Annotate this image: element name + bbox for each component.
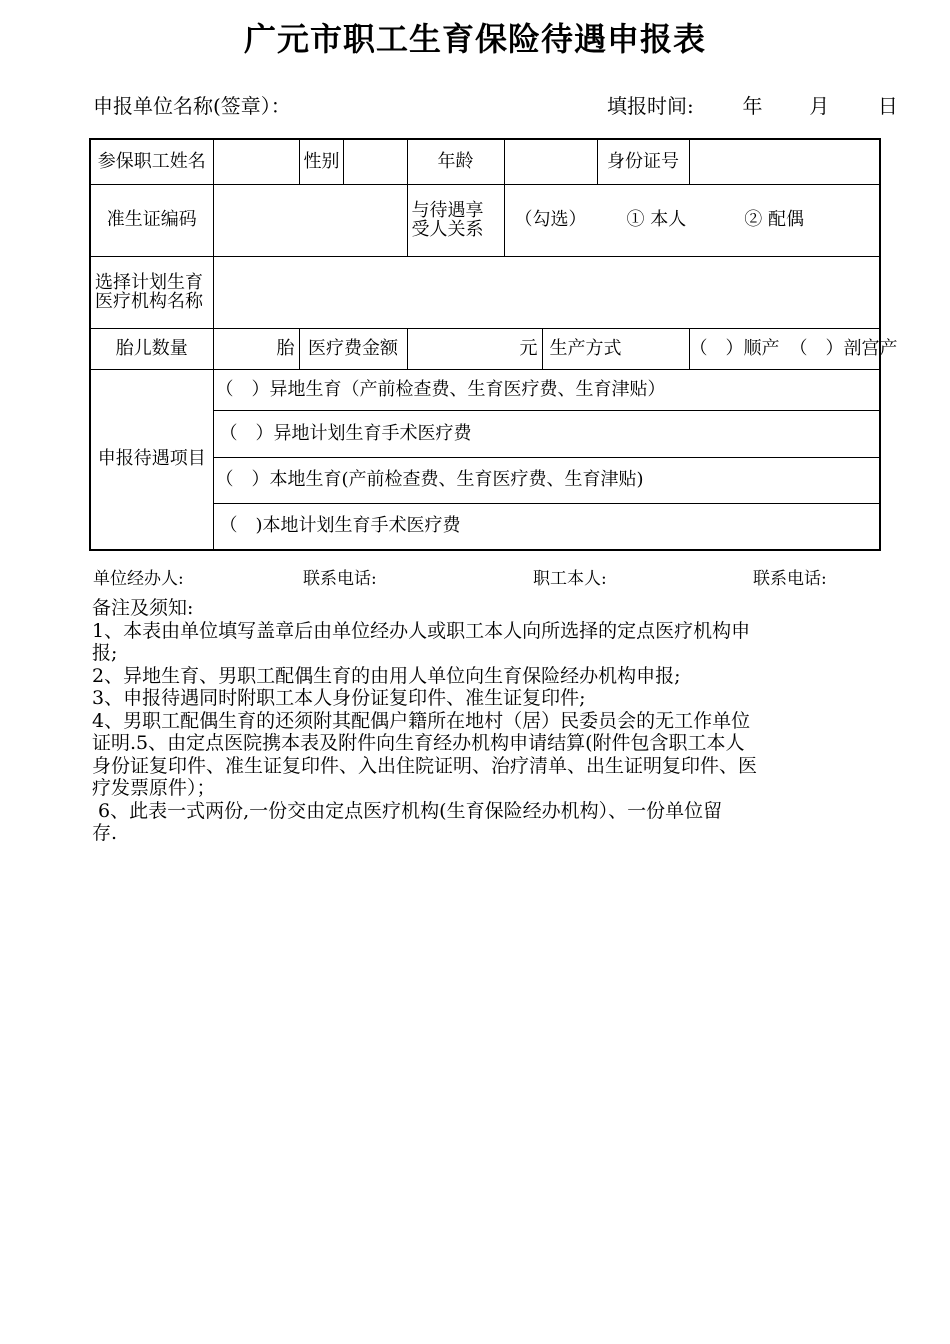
- birth-permit-field[interactable]: [213, 184, 407, 256]
- fetus-count-label: 胎儿数量: [90, 328, 213, 369]
- hospital-label: [90, 256, 213, 328]
- notes-heading: 备注及须知:: [92, 597, 194, 619]
- note-line: 4、男职工配偶生育的还须附其配偶户籍所在地村（居）民委员会的无工作单位: [92, 709, 751, 732]
- claim-items-label: 申报待遇项目: [90, 369, 213, 550]
- relation-options: [504, 184, 880, 256]
- id-number-label: 身份证号: [597, 139, 689, 184]
- note-line: 身份证复印件、准生证复印件、入出住院证明、治疗清单、出生证明复印件、医: [92, 754, 758, 777]
- page-title: 广元市职工生育保险待遇申报表: [243, 20, 706, 58]
- month-label: 月: [809, 94, 830, 118]
- relation-label-line1: 与待遇享: [411, 200, 484, 221]
- medical-fee-label: 医疗费金额: [299, 328, 407, 369]
- relation-label-line2: 受人关系: [411, 219, 484, 240]
- employee-name-field[interactable]: [213, 139, 299, 184]
- fill-date-label: 填报时间:: [607, 94, 694, 118]
- note-line: 疗发票原件）；: [92, 777, 216, 799]
- hospital-label-line2: 医疗机构名称: [95, 291, 203, 312]
- unit-name-label: 申报单位名称(签章）：: [93, 94, 291, 118]
- claim-item-local-family-planning[interactable]: （ )本地计划生育手术医疗费: [213, 503, 880, 550]
- fetus-count-field[interactable]: [213, 328, 299, 369]
- day-label: 日: [877, 94, 898, 118]
- relation-self-option[interactable]: ① 本人: [626, 209, 687, 230]
- unit-handler-label: 单位经办人:: [93, 569, 184, 589]
- medical-fee-field[interactable]: [407, 328, 542, 369]
- delivery-method-text: 生产方式: [549, 337, 622, 359]
- note-line: 1、本表由单位填写盖章后由单位经办人或职工本人向所选择的定点医疗机构申: [92, 619, 751, 642]
- hospital-label-line1: 选择计划生育: [95, 272, 203, 293]
- relation-hint: （勾选）: [514, 209, 587, 230]
- employee-phone-label: 联系电话:: [753, 569, 827, 589]
- fill-date: [607, 90, 898, 119]
- claim-item-offsite-birth[interactable]: （ ）异地生育（产前检查费、生育医疗费、生育津贴）: [213, 369, 880, 410]
- handler-phone-label: 联系电话:: [303, 569, 377, 589]
- delivery-natural-option[interactable]: （ ）顺产: [689, 337, 780, 359]
- delivery-options: [689, 328, 898, 369]
- employee-name-label: 参保职工姓名: [90, 139, 213, 184]
- gender-label: 性别: [299, 139, 343, 184]
- delivery-cesarean-option[interactable]: （ ）剖宫产: [789, 337, 898, 359]
- fetus-unit: 胎: [276, 337, 295, 359]
- note-line: 2、异地生育、男职工配偶生育的由用人单位向生育保险经办机构申报;: [92, 664, 681, 687]
- notes-section: [92, 597, 892, 845]
- note-line: 存.: [92, 822, 118, 844]
- employee-signature-label: 职工本人:: [533, 569, 607, 589]
- note-line: 3、申报待遇同时附职工本人身份证复印件、准生证复印件;: [92, 687, 586, 709]
- birth-permit-label: 准生证编码: [90, 184, 213, 256]
- year-label: 年: [742, 94, 763, 118]
- age-label: 年龄: [407, 139, 504, 184]
- application-form-table: [89, 138, 898, 551]
- claim-item-local-birth[interactable]: （ ）本地生育(产前检查费、生育医疗费、生育津贴): [213, 457, 880, 503]
- gender-field[interactable]: [343, 139, 407, 184]
- note-line: 证明.5、由定点医院携本表及附件向生育经办机构申请结算(附件包含职工本人: [92, 732, 745, 754]
- note-line: 报;: [92, 642, 118, 664]
- age-field[interactable]: [504, 139, 597, 184]
- delivery-method-label: [542, 328, 689, 369]
- id-number-field[interactable]: [689, 139, 880, 184]
- hospital-field[interactable]: [213, 256, 880, 328]
- claim-item-offsite-family-planning[interactable]: （ ）异地计划生育手术医疗费: [213, 410, 880, 457]
- fee-unit: 元: [519, 337, 538, 359]
- note-line: 6、此表一式两份,一份交由定点医疗机构(生育保险经办机构）、一份单位留: [92, 799, 723, 822]
- relation-spouse-option[interactable]: ② 配偶: [744, 209, 804, 230]
- relation-label: [407, 184, 504, 256]
